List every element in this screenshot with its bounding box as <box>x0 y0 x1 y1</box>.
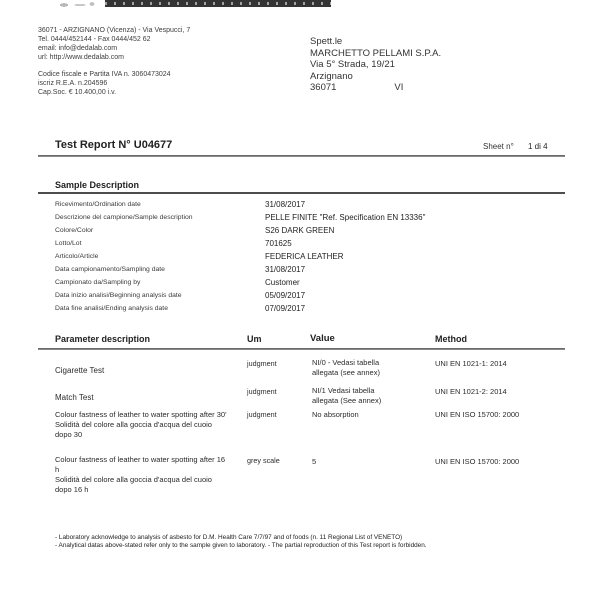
sample-row-value: 05/09/2017 <box>265 291 306 300</box>
param-value: No absorption <box>312 410 359 419</box>
report-title: Test Report N° U04677 <box>55 139 173 151</box>
sample-row-label: Ricevimento/Ordination date <box>55 201 141 208</box>
param-header-description: Parameter description <box>55 334 151 344</box>
param-um: judgment <box>247 359 277 368</box>
param-description: dopo 30 <box>55 430 83 439</box>
param-description: Colour fastness of leather to water spotting after 16 <box>55 455 226 464</box>
param-divider <box>38 348 565 350</box>
param-description: Cigarette Test <box>55 366 105 375</box>
sample-row-value: 07/09/2017 <box>265 304 306 313</box>
param-description: h <box>55 465 60 474</box>
company-logo <box>56 1 96 8</box>
footer-note: - Analytical datas above-stated refer only to the sample given to laboratory. - The partial reproduction of this Test report is forbidden. <box>55 542 427 549</box>
param-um: judgment <box>247 410 277 419</box>
param-value: NI/1 Vedasi tabella <box>312 386 375 395</box>
title-divider <box>38 155 565 157</box>
recipient-province: VI <box>394 82 404 93</box>
param-um: judgment <box>247 387 277 396</box>
sample-row-label: Descrizione del campione/Sample description <box>55 214 193 221</box>
sample-row-label: Data inizio analisi/Beginning analysis date <box>55 292 182 299</box>
sample-section-heading: Sample Description <box>55 180 140 190</box>
sender-address-line: Tel. 0444/452144 - Fax 0444/452 62 <box>38 36 151 43</box>
sample-row-value: 31/08/2017 <box>265 265 306 274</box>
sender-registry-block <box>38 70 171 97</box>
footer-note: - Laboratory acknowledge to analysis of asbesto for D.M. Health Care 7/7/97 and of foods (n. 11 Regional List of VENETO) <box>55 534 403 541</box>
param-description: Match Test <box>55 393 94 402</box>
letterhead-banner <box>105 0 331 7</box>
param-description: Solidità del colore alla goccia d'acqua del cuoio <box>55 475 212 484</box>
param-method: UNI EN 1021-2: 2014 <box>435 387 507 396</box>
sample-row-value: Customer <box>265 278 300 287</box>
param-method: UNI EN ISO 15700: 2000 <box>435 410 520 419</box>
sample-row-label: Data fine analisi/Ending analysis date <box>55 305 168 312</box>
sample-divider <box>38 192 565 194</box>
sample-row-value: PELLE FINITE "Ref. Specification EN 13336" <box>265 213 426 222</box>
sheet-label: Sheet n° <box>483 142 514 151</box>
sender-registry-line: Cap.Soc. € 10.400,00 i.v. <box>38 89 117 96</box>
param-header-value: Value <box>310 333 335 344</box>
sender-address-line: email: info@dedalab.com <box>38 45 118 52</box>
recipient-postal-line <box>310 82 441 94</box>
recipient-salutation: Spett.le <box>310 36 343 47</box>
sender-address-line: url: http://www.dedalab.com <box>38 54 124 61</box>
param-method: UNI EN ISO 15700: 2000 <box>435 457 520 466</box>
param-value: 5 <box>312 457 317 466</box>
sample-row-label: Data campionamento/Sampling date <box>55 266 165 273</box>
param-header-method: Method <box>435 334 467 344</box>
sample-row-label: Lotto/Lot <box>55 240 82 247</box>
param-description: Solidità del colore alla goccia d'acqua del cuoio <box>55 420 212 429</box>
sender-address-block <box>38 26 190 62</box>
param-value: NI/0 - Vedasi tabella <box>312 358 380 367</box>
param-value: allegata (see annex) <box>312 368 380 377</box>
sample-row-value: 701625 <box>265 239 292 248</box>
sample-row-value: FEDERICA LEATHER <box>265 252 344 261</box>
param-um: grey scale <box>247 456 280 465</box>
sample-row-value: 31/08/2017 <box>265 200 306 209</box>
sender-registry-line: Codice fiscale e Partita IVA n. 3060473024 <box>38 71 171 78</box>
param-description: Colour fastness of leather to water spotting after 30' <box>55 410 227 419</box>
param-value: allegata (See annex) <box>312 396 382 405</box>
param-description: dopo 16 h <box>55 485 89 494</box>
param-header-um: Um <box>247 334 262 344</box>
recipient-name: MARCHETTO PELLAMI S.P.A. <box>310 47 442 59</box>
sample-row-label: Colore/Color <box>55 227 94 234</box>
sample-row-value: S26 DARK GREEN <box>265 226 335 235</box>
recipient-postal-code: 36071 <box>310 82 337 93</box>
sample-row-label: Articolo/Article <box>55 253 99 260</box>
recipient-street: Via 5° Strada, 19/21 <box>310 59 395 70</box>
sender-registry-line: iscriz R.E.A. n.204596 <box>38 80 108 87</box>
recipient-city: Arzignano <box>310 70 353 82</box>
param-method: UNI EN 1021-1: 2014 <box>435 359 507 368</box>
sample-row-label: Campionato da/Sampling by <box>55 279 141 286</box>
sender-address-line: 36071 - ARZIGNANO (Vicenza) - Via Vespucci, 7 <box>38 27 191 34</box>
sheet-value: 1 di 4 <box>528 142 548 151</box>
recipient-block <box>310 36 441 94</box>
